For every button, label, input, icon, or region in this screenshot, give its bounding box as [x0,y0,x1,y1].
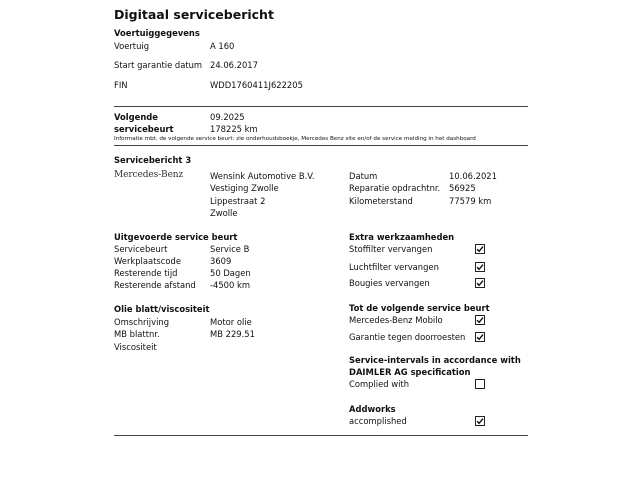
next-service-label-2: servicebeurt [114,124,174,134]
remaining-time-value: 50 Dagen [210,268,251,278]
until-next-item-label: Mercedes-Benz Mobilo [349,315,443,325]
vehicle-heading: Voertuiggegevens [114,28,200,38]
checkmark-icon [476,333,484,341]
next-service-mileage: 178225 km [210,124,258,134]
until-next-item-label: Garantie tegen doorroesten [349,332,466,342]
repair-order-value: 56925 [449,183,476,193]
oil-description-value: Motor olie [210,317,252,327]
intervals-heading: Service-intervals in accordance with [349,355,521,365]
date-label: Datum [349,171,378,181]
viscosity-label: Viscositeit [114,342,157,352]
odometer-value: 77579 km [449,196,492,206]
dealer-city: Zwolle [210,208,238,218]
extra-item-label: Bougies vervangen [349,278,430,288]
intervals-heading-2: DAIMLER AG specification [349,367,471,377]
odometer-label: Kilometerstand [349,196,413,206]
dealer-street: Lippestraat 2 [210,196,266,206]
next-service-label: Volgende [114,112,158,122]
addworks-heading: Addworks [349,404,396,414]
remaining-distance-value: -4500 km [210,280,251,290]
intervals-item-checkbox[interactable] [475,379,485,389]
checkmark-icon [476,245,484,253]
mercedes-benz-logo: Mercedes-Benz [114,170,184,180]
divider [114,435,528,436]
extra-item-label: Luchtfilter vervangen [349,262,439,272]
workshop-code-label: Werkplaatscode [114,256,181,266]
next-service-date: 09.2025 [210,112,245,122]
service-type-value: Service B [210,244,250,254]
next-service-info: Informatie mbt. de volgende service beurt: zie onderhoudsboekje, Mercedes Benz site en/of de service melding in het dashboard [114,136,476,142]
divider [114,106,528,107]
vehicle-value: A 160 [210,41,235,51]
checkmark-icon [476,279,484,287]
remaining-distance-label: Resterende afstand [114,280,196,290]
dealer-branch: Vestiging Zwolle [210,183,279,193]
fin-value: WDD1760411J622205 [210,80,303,90]
mb-sheet-value: MB 229.51 [210,329,255,339]
addworks-item-label: accomplished [349,416,407,426]
warranty-start-value: 24.06.2017 [210,60,258,70]
vehicle-label: Voertuig [114,41,150,51]
intervals-item-label: Complied with [349,379,409,389]
performed-heading: Uitgevoerde service beurt [114,232,238,242]
extra-heading: Extra werkzaamheden [349,232,455,242]
until-next-item-checkbox[interactable] [475,315,485,325]
repair-order-label: Reparatie opdrachtnr. [349,183,441,193]
checkmark-icon [476,316,484,324]
divider [114,145,528,146]
oil-heading: Olie blatt/viscositeit [114,304,210,314]
fin-label: FIN [114,80,128,90]
mb-sheet-label: MB blattnr. [114,329,160,339]
remaining-time-label: Resterende tijd [114,268,178,278]
extra-item-checkbox[interactable] [475,262,485,272]
extra-item-checkbox[interactable] [475,244,485,254]
dealer-name: Wensink Automotive B.V. [210,171,315,181]
service-type-label: Servicebeurt [114,244,168,254]
extra-item-checkbox[interactable] [475,278,485,288]
report-heading: Servicebericht 3 [114,155,192,165]
until-next-heading: Tot de volgende service beurt [349,303,490,313]
addworks-item-checkbox[interactable] [475,416,485,426]
page-title: Digitaal servicebericht [114,7,274,22]
checkmark-icon [476,263,484,271]
workshop-code-value: 3609 [210,256,232,266]
extra-item-label: Stoffilter vervangen [349,244,433,254]
date-value: 10.06.2021 [449,171,497,181]
checkmark-icon [476,417,484,425]
warranty-start-label: Start garantie datum [114,60,203,70]
oil-description-label: Omschrijving [114,317,170,327]
until-next-item-checkbox[interactable] [475,332,485,342]
